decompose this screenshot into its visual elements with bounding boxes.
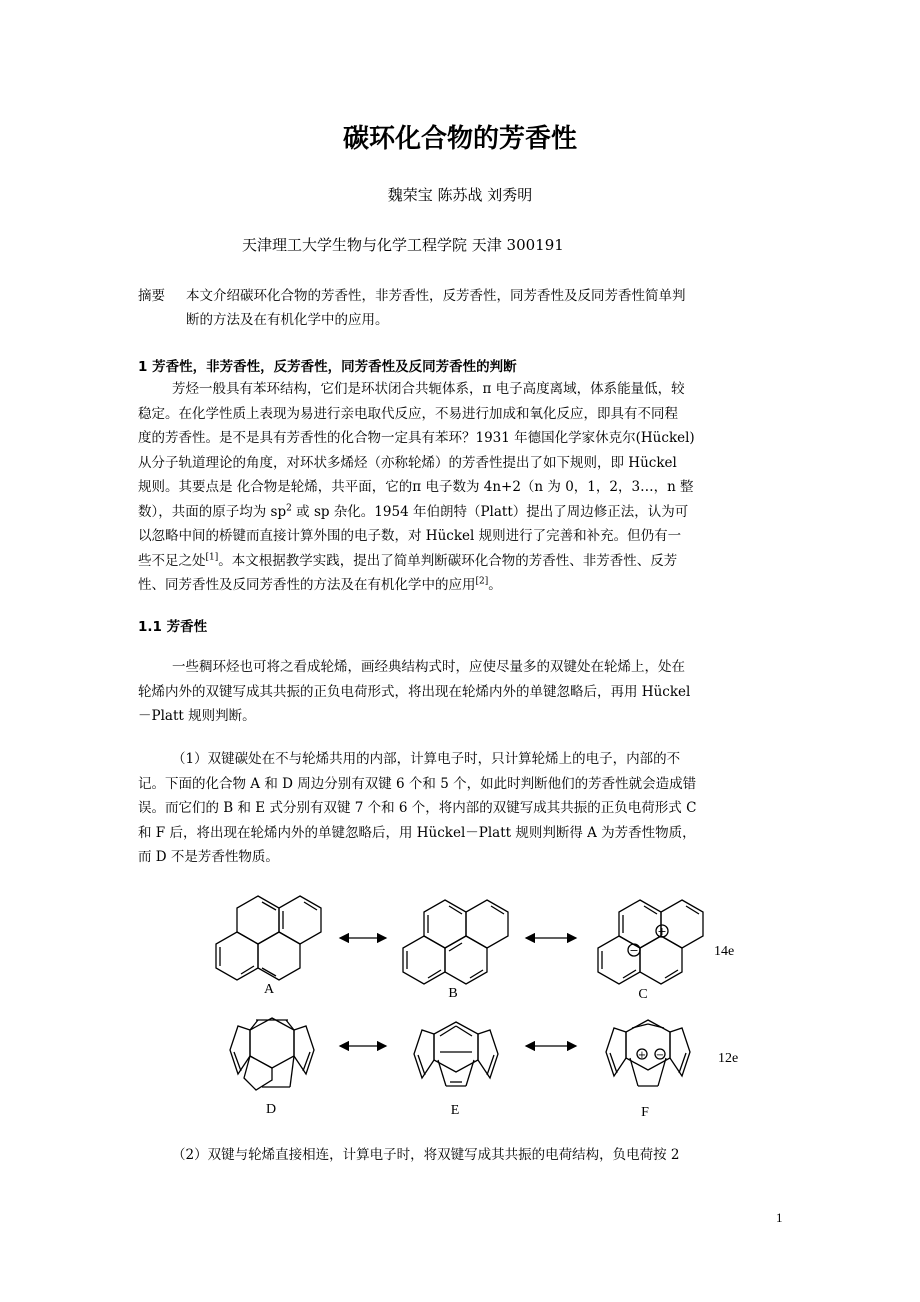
text-line: 度的芳香性。是不是具有芳香性的化合物一定具有苯环？1931 年德国化学家休克尔(Hückel)	[138, 430, 695, 446]
abstract-label: 摘要	[138, 288, 165, 304]
label-f: F	[641, 1105, 649, 1120]
affiliation: 天津理工大学生物与化学工程学院 天津 300191	[242, 236, 564, 254]
molecule-b	[403, 900, 508, 984]
section-heading-1-1: 1.1 芳香性	[138, 619, 208, 635]
text-line: 记。下面的化合物 A 和 D 周边分别有双键 6 个和 5 个，如此时判断他们的芳香性就会造成错	[138, 775, 697, 792]
text-line	[138, 573, 788, 598]
text-line: 稳定。在化学性质上表现为易进行亲电取代反应，不易进行加成和氧化反应，即具有不同程	[138, 405, 678, 422]
text-segment: 数），共面的原子均为 sp	[138, 503, 287, 520]
electron-count-top: 14e	[714, 944, 735, 959]
text-line: 一些稠环烃也可将之看成轮烯，画经典结构式时，应使尽量多的双键处在轮烯上，处在	[172, 659, 685, 675]
text-segment: 或 sp 杂化。1954 年伯朗特（Platt）提出了周边修正法，认为可	[291, 503, 689, 520]
paper-title: 碳环化合物的芳香性	[342, 124, 577, 154]
molecule-e	[414, 1022, 498, 1086]
section-heading-1: 1 芳香性，非芳香性，反芳香性，同芳香性及反同芳香性的判断	[138, 359, 517, 375]
resonance-figure	[0, 880, 920, 1120]
text-segment: 。	[488, 577, 502, 593]
text-line	[138, 500, 788, 525]
text-line: （1）双键碳处在不与轮烯共用的内部，计算电子时，只计算轮烯上的电子，内部的不	[172, 751, 681, 767]
electron-count-bottom: 12e	[718, 1051, 739, 1066]
molecule-f	[606, 1020, 690, 1086]
label-b: B	[448, 986, 458, 1001]
text-segment: 些不足之处	[138, 552, 206, 569]
authors: 魏荣宝 陈苏战 刘秀明	[387, 186, 533, 204]
molecule-d	[230, 1018, 314, 1090]
abstract	[138, 284, 788, 332]
page-number: 1	[776, 1210, 783, 1225]
text-segment: 。本文根据教学实践，提出了简单判断碳环化合物的芳香性、非芳香性、反芳	[218, 552, 678, 569]
label-a: A	[263, 982, 275, 997]
label-c: C	[638, 987, 648, 1002]
label-e: E	[450, 1103, 460, 1118]
positive-charge: +	[657, 925, 667, 938]
text-line: 芳烃一般具有苯环结构，它们是环状闭合共轭体系，π 电子高度离域，体系能量低，较	[172, 381, 685, 397]
text-line: 从分子轨道理论的角度，对环状多烯烃（亦称轮烯）的芳香性提出了如下规则，即 Hückel	[138, 454, 677, 471]
citation-ref: [2]	[475, 576, 489, 587]
abstract-line: 断的方法及在有机化学中的应用。	[186, 312, 389, 328]
section11-paragraph-1	[138, 655, 788, 729]
text-line: 轮烯内外的双键写成其共振的正负电荷形式，将出现在轮烯内外的单键忽略后，再用 Hückel	[138, 683, 691, 700]
section11-paragraph-2	[138, 747, 788, 870]
negative-charge: −	[655, 1050, 665, 1061]
section11-paragraph-3	[138, 1143, 788, 1168]
text-line	[138, 549, 788, 574]
negative-charge: −	[629, 944, 639, 957]
section1-paragraph	[138, 377, 788, 598]
text-line: 以忽略中间的桥键而直接计算外围的电子数，对 Hückel 规则进行了完善和补充。但仍有一	[138, 528, 682, 544]
text-line: 误。而它们的 B 和 E 式分别有双键 7 个和 6 个，将内部的双键写成其共振的正负电荷形式 C	[138, 800, 697, 816]
abstract-line: 本文介绍碳环化合物的芳香性，非芳香性，反芳香性，同芳香性及反同芳香性简单判	[186, 288, 686, 304]
superscript: 2	[286, 503, 292, 513]
positive-charge: +	[637, 1050, 647, 1061]
text-line: （2）双键与轮烯直接相连，计算电子时，将双键写成其共振的电荷结构，负电荷按 2	[172, 1147, 680, 1163]
molecule-c	[598, 900, 703, 984]
text-line: 而 D 不是芳香性物质。	[138, 849, 279, 865]
citation-ref: [1]	[205, 552, 219, 562]
text-line: 和 F 后，将出现在轮烯内外的单键忽略后，用 Hückel－Platt 规则判断得 A 为芳香性物质，	[138, 824, 696, 841]
text-segment: 性、同芳香性及反同芳香性的方法及在有机化学中的应用	[138, 577, 476, 593]
text-line: －Platt 规则判断。	[138, 708, 256, 724]
molecule-a	[216, 896, 321, 980]
label-d: D	[265, 1102, 277, 1117]
text-line: 规则。其要点是 化合物是轮烯，共平面，它的π 电子数为 4n+2（n 为 0，1，2，3…，n 整	[138, 479, 694, 495]
